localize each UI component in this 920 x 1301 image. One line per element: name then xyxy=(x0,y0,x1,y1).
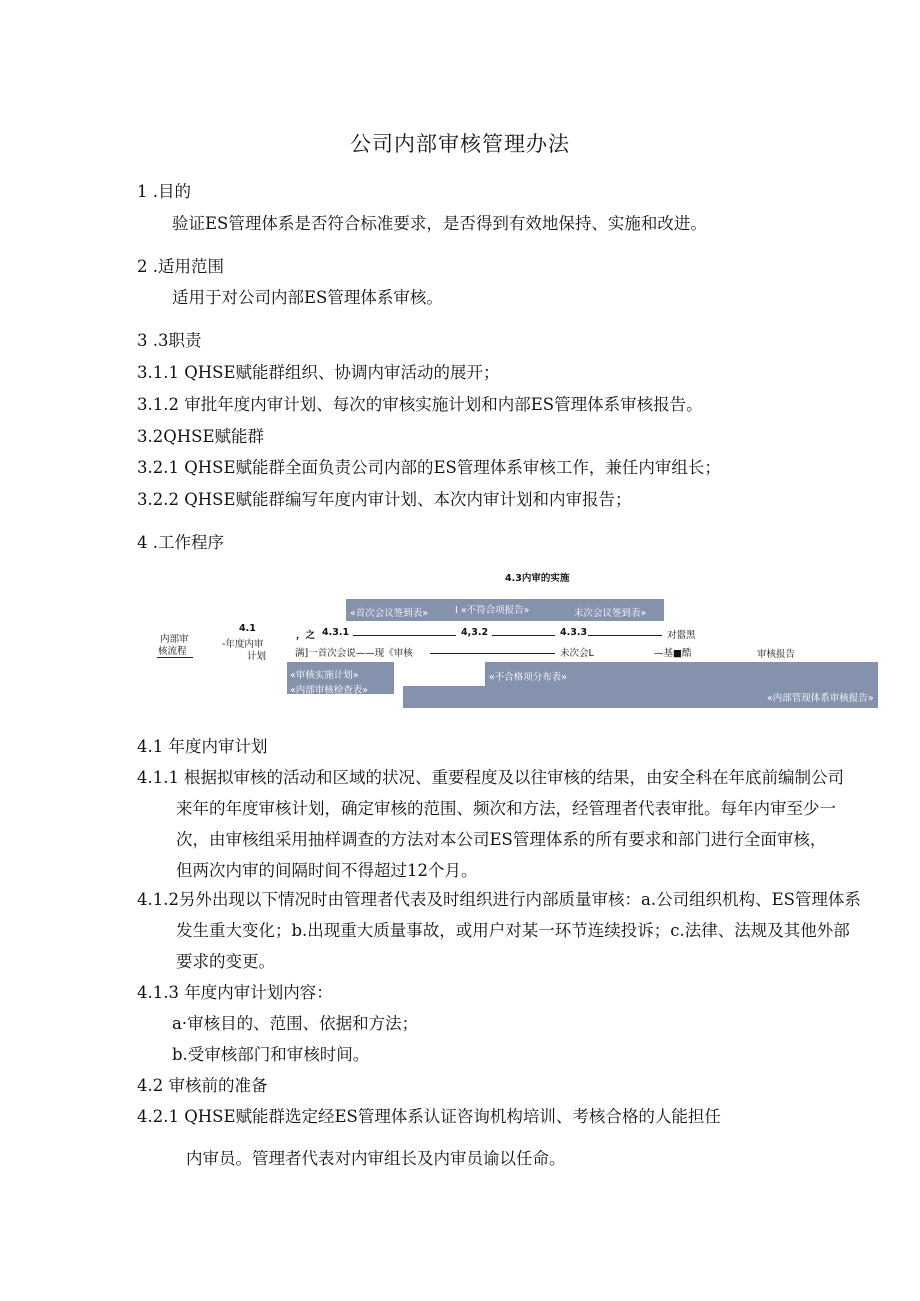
flow-left-label-2: 核流程 xyxy=(158,646,187,657)
flow-step-4-3-2: 4,3.2 xyxy=(461,627,489,638)
item-4-1-3-b: b.受审核部门和审核时间。 xyxy=(172,1045,370,1064)
flow-step-4-3-1: 4.3.1 xyxy=(322,627,350,638)
flow-bottom-label-3: «不合格项分布表» xyxy=(489,672,568,683)
item-4-1-1-line: 根据拟审核的活动和区域的状况、重要程度及以往审核的结果，由安全科在年底前编制公司 xyxy=(184,768,844,787)
flow-bottom-label-2: «内部审核检查表» xyxy=(290,685,369,696)
item-4-1-2-line: 4.1.2另外出现以下情况时由管理者代表及时组织进行内部质量审核：a.公司组织机构、ES管理体系 xyxy=(137,890,861,909)
flow-top-band-label-2: I «不符合项报告» xyxy=(455,605,530,616)
flow-bottom-label-4: «内部管现体系审核报告» xyxy=(767,693,874,704)
flow-row-tail: 对嚣黑 xyxy=(667,630,696,641)
flow-row-prefix: ，之 xyxy=(296,630,316,641)
flow-plan-label-2: 计划 xyxy=(247,651,267,662)
flow-left-underline xyxy=(157,657,193,658)
flow-top-band-label-3: 末次会议签到表» xyxy=(574,608,647,619)
item-4-1-1-label: 4.1.1 xyxy=(137,768,179,787)
flow-connector-2 xyxy=(492,635,555,636)
sec3-heading: 3 .3职责 xyxy=(137,331,202,350)
item-4-1-3-a: a·审核目的、范围、依据和方法； xyxy=(172,1014,419,1033)
item-4-1-1-line: 但两次内审的间隔时间不得超过12个月。 xyxy=(176,861,478,880)
flow-sub-d: 审核报告 xyxy=(757,649,796,660)
sec2-heading: 2 .适用范围 xyxy=(137,257,224,276)
item-3-1-1: 3.1.1 QHSE赋能群组织、协调内审活动的展开； xyxy=(137,363,500,382)
heading-3-2: 3.2QHSE赋能群 xyxy=(137,427,265,446)
flow-bottom-label-1: «审核实施计划» xyxy=(290,670,359,681)
flow-plan-number: 4.1 xyxy=(239,623,256,634)
flow-connector-1 xyxy=(353,635,456,636)
flow-sub-b: 未次会L xyxy=(560,648,594,659)
sec2-body: 适用于对公司内部ES管理体系审核。 xyxy=(172,288,443,307)
flow-header: 4.3内审的实施 xyxy=(505,573,570,584)
item-4-1-2-line: 要求的变更。 xyxy=(176,952,275,971)
sec1-heading: 1 .目的 xyxy=(137,182,191,201)
item-3-2-2: 3.2.2 QHSE赋能群编写年度内审计划、本次内审计划和内审报告； xyxy=(137,490,632,509)
page-title: 公司内部审核管理办法 xyxy=(350,132,570,156)
heading-4-2: 4.2 审核前的准备 xyxy=(137,1076,268,1095)
flow-sub-c: —基■酷 xyxy=(654,648,692,659)
flow-connector-4 xyxy=(430,653,555,654)
item-4-1-3: 4.1.3 年度内审计划内容： xyxy=(137,983,333,1002)
item-4-2-1: 4.2.1 QHSE赋能群选定经ES管理体系认证咨询机构培训、考核合格的人能担任 xyxy=(137,1107,721,1126)
item-3-1-2: 3.1.2 审批年度内审计划、每次的审核实施计划和内部ES管理体系审核报告。 xyxy=(137,395,703,414)
flow-left-label-1: 内部审 xyxy=(160,634,189,645)
sec1-body: 验证ES管理体系是否符合标准要求，是否得到有效地保持、实施和改进。 xyxy=(172,214,707,233)
sec4-heading: 4 .工作程序 xyxy=(137,533,224,552)
item-3-2-1: 3.2.1 QHSE赋能群全面负责公司内部的ES管理体系审核工作，兼任内审组长； xyxy=(137,458,721,477)
item-4-1-1-line: 来年的年度审核计划，确定审核的范围、频次和方法，经管理者代表审批。每年内审至少一 xyxy=(176,799,836,818)
item-4-2-1-cont: 内审员。管理者代表对内审组长及内审员谕以任命。 xyxy=(186,1149,566,1168)
heading-4-1: 4.1 年度内审计划 xyxy=(137,737,268,756)
flow-plan-label-1: -年度内审 xyxy=(222,639,264,650)
flow-step-4-3-3: 4.3.3 xyxy=(560,627,588,638)
item-4-1-1-line: 次，由审核组采用抽样调查的方法对本公司ES管理体系的所有要求和部门进行全面审核， xyxy=(176,830,827,849)
flow-sub-a: 满]一首次会说——现《审核 xyxy=(295,648,413,659)
item-4-1-2-line: 发生重大变化；b.出现重大质量事故，或用户对某一环节连续投诉；c.法律、法规及其他外部 xyxy=(176,921,850,940)
flow-connector-3 xyxy=(588,635,662,636)
flow-top-band-label-1: «首次会议签到表» xyxy=(350,608,429,619)
